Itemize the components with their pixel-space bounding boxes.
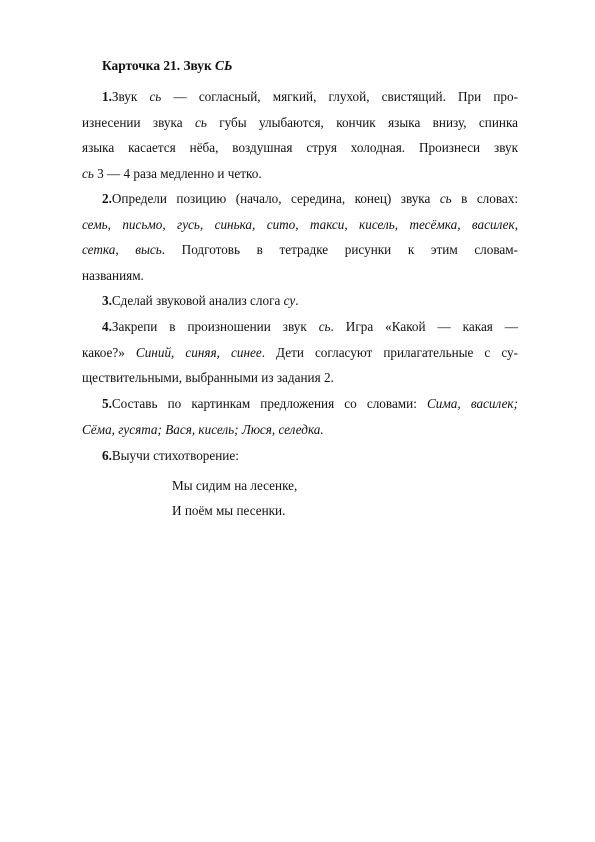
italic-word: Синий, синяя, синее: [135, 344, 262, 360]
italic-word: Сёма, гусята; Вася, кисель; Люся, селедка.: [82, 421, 324, 437]
task-1: [82, 84, 518, 186]
poem-line: Мы сидим на лесенке,: [172, 478, 298, 493]
task-number: 1.: [102, 89, 112, 104]
italic-word: сь: [194, 114, 207, 130]
task-line: 4.Закрепи в произношении звук сь. Игра «Какой — какая —: [102, 319, 518, 334]
task-line: языка касается нёба, воздушная струя холодная. Произнеси звук: [82, 140, 518, 156]
task-2: [82, 186, 518, 288]
task-number: 2.: [102, 191, 112, 206]
task-line: 6.Выучи стихотворение:: [102, 448, 239, 463]
task-line: [82, 212, 518, 238]
italic-word: сь: [82, 165, 94, 181]
card-title-prefix: Карточка 21. Звук: [102, 58, 216, 73]
task-6: [82, 443, 518, 469]
task-line: сетка, высь. Подготовь в тетрадке рисунки к этим словам-: [82, 242, 518, 258]
task-line: 5.Составь по картинкам предложения со словами: Сима, василек;: [102, 396, 518, 411]
task-4: [82, 314, 518, 391]
card-title: [102, 58, 232, 74]
task-number: 5.: [102, 396, 112, 411]
task-number: 3.: [102, 293, 112, 308]
poem-line: И поём мы песенки.: [172, 503, 286, 518]
italic-word: сь: [318, 319, 331, 334]
task-line: 1.Звук сь — согласный, мягкий, глухой, свистящий. При про-: [102, 89, 519, 104]
task-line: ществительными, выбранными из задания 2.: [82, 370, 334, 386]
poem: [172, 473, 297, 523]
italic-word: сь: [149, 89, 162, 104]
italic-word: Сима, василек;: [427, 396, 518, 411]
task-line: сь 3 — 4 раза медленно и четко.: [82, 165, 262, 181]
card-title-sound: СЬ: [215, 58, 233, 73]
task-number: 4.: [102, 319, 112, 334]
italic-word: су: [283, 293, 296, 308]
italic-word: сь: [439, 191, 452, 206]
task-5: [82, 391, 518, 442]
task-line: названиям.: [82, 267, 144, 283]
task-line: изнесении звука сь губы улыбаются, кончик языка внизу, спинка: [82, 114, 519, 130]
task-line: какое?» Синий, синяя, синее. Дети согласуют прилагательные с су-: [82, 344, 519, 360]
task-line: 3.Сделай звуковой анализ слога су.: [102, 293, 299, 308]
task-line: [82, 417, 518, 443]
italic-word: семь, письмо, гусь, синька, сито, такси, кисель, тесёмка, василек,: [82, 216, 518, 232]
italic-word: сетка, высь: [82, 242, 162, 258]
task-number: 6.: [102, 448, 112, 463]
task-3: [82, 288, 518, 314]
task-line: 2.Определи позицию (начало, середина, конец) звука сь в словах:: [102, 191, 519, 206]
